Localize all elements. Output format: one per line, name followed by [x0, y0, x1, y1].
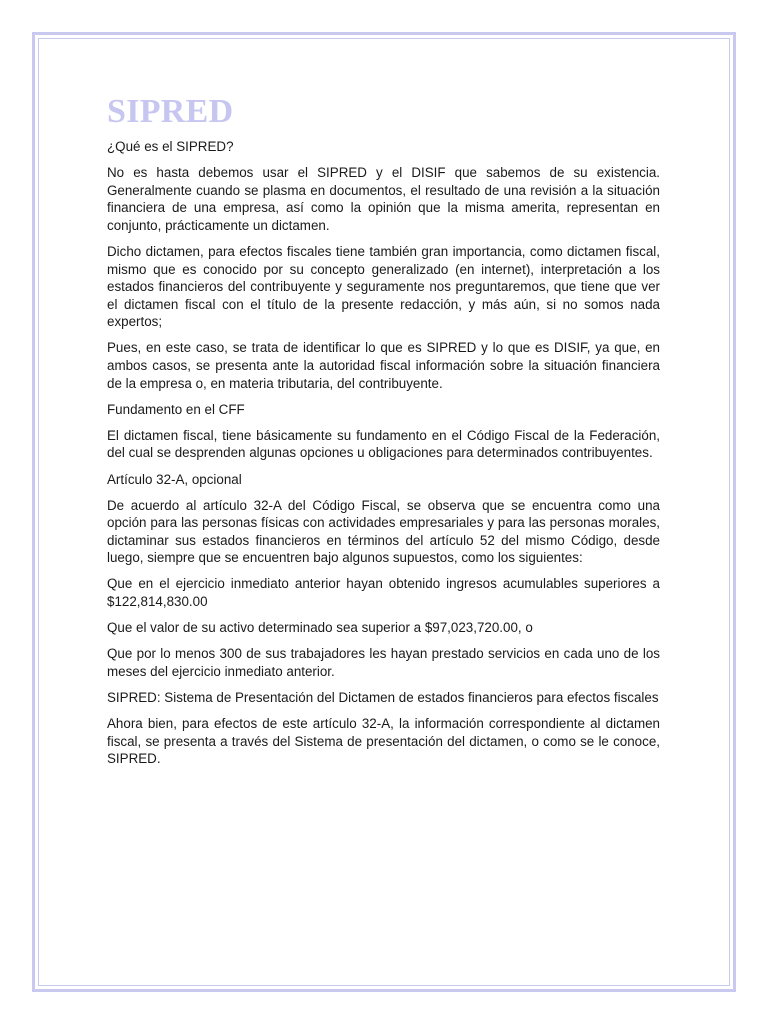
document-body — [107, 92, 660, 776]
paragraph-sipred-disif: Pues, en este caso, se trata de identificar lo que es SIPRED y lo que es DISIF, ya que, en ambos casos, se presenta ante la autoridad fiscal información sobre la situación financiera de la empresa o, en materia tributaria, del contribuyente. — [107, 340, 660, 391]
heading-articulo-32a: Artículo 32-A, opcional — [107, 471, 242, 487]
paragraph-dictamen: Dicho dictamen, para efectos fiscales tiene también gran importancia, como dictamen fiscal, mismo que es conocido por su concepto generalizado (en internet), interpretación a los estados financieros del contribuyente y seguramente nos preguntaremos, que tiene que ver el dictamen fiscal con el título de la presente redacción, y más aún, si no somos nada expertos; — [107, 243, 660, 330]
heading-sipred-definition: SIPRED: Sistema de Presentación del Dictamen de estados financieros para efectos fiscales — [107, 689, 659, 705]
paragraph-supuesto-ingresos: Que en el ejercicio inmediato anterior hayan obtenido ingresos acumulables superiores a $122,814,830.00 — [107, 576, 660, 610]
heading-fundamento-cff: Fundamento en el CFF — [107, 401, 245, 417]
paragraph-supuesto-activo: Que el valor de su activo determinado sea superior a $97,023,720.00, o — [107, 620, 533, 636]
paragraph-supuesto-trabajadores: Que por lo menos 300 de sus trabajadores les hayan prestado servicios en cada uno de los meses del ejercicio inmediato anterior. — [107, 646, 660, 679]
paragraph-conclusion: Ahora bien, para efectos de este artículo 32-A, la información correspondiente al dictamen fiscal, se presenta a través del Sistema de presentación del dictamen, o como se le conoce, SIPRED. — [107, 716, 660, 767]
document-title: SIPRED — [107, 93, 234, 130]
paragraph-fundamento: El dictamen fiscal, tiene básicamente su fundamento en el Código Fiscal de la Federación, del cual se desprenden algunas opciones u obligaciones para determinados contribuyentes. — [107, 427, 660, 461]
paragraph-articulo-32a: De acuerdo al artículo 32-A del Código Fiscal, se observa que se encuentra como una opción para las personas físicas con actividades empresariales y para las personas morales, dictaminar sus estados financieros en términos del artículo 52 del mismo Código, desde luego, siempre que se encuentren bajo algunos supuestos, como los siguientes: — [107, 497, 660, 566]
heading-que-es-sipred: ¿Qué es el SIPRED? — [107, 139, 234, 154]
paragraph-intro: No es hasta debemos usar el SIPRED y el DISIF que sabemos de su existencia. Generalmente cuando se plasma en documentos, el resultado de una revisión a la situación financiera de una empresa, así como la opinión que la misma amerita, representan en conjunto, prácticamente un dictamen. — [107, 165, 660, 233]
